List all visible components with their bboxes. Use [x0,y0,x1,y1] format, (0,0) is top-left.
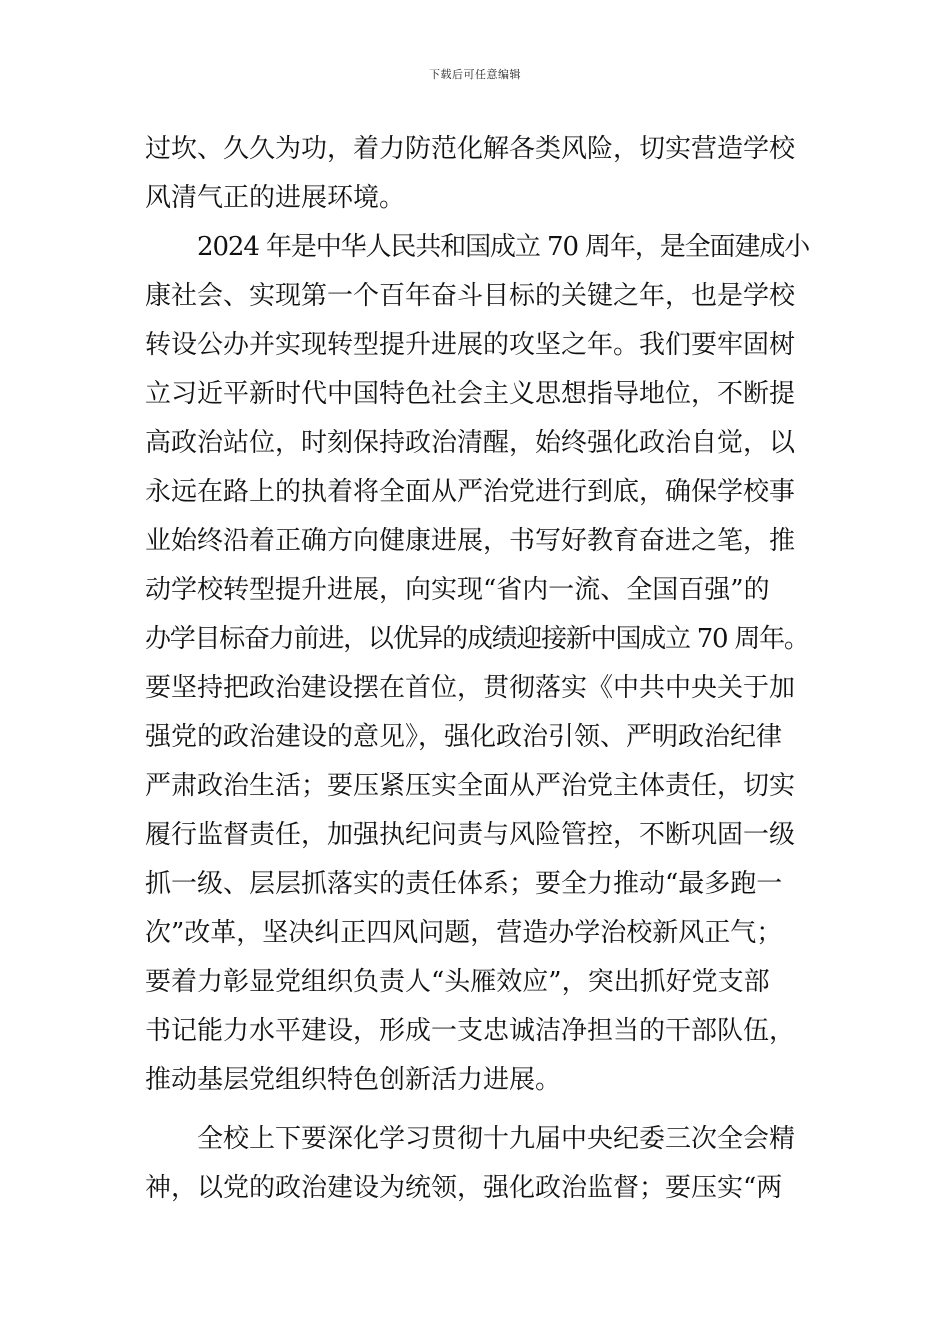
text-line: 神，以党的政治建设为统领，强化政治监督；要压实“两 [145,1173,783,1203]
header-note: 下载后可任意编辑 [429,68,521,81]
text-line: 次”改革，坚决纠正四风问题，营造办学治校新风正气； [145,918,783,948]
text-line: 办学目标奋力前进，以优异的成绩迎接新中国成立 70 周年。 [145,624,809,654]
document-body [145,125,809,1213]
text-line: 履行监督责任，加强执纪问责与风险管控，不断巩固一级 [145,820,796,850]
text-line: 动学校转型提升进展，向实现“省内一流、全国百强”的 [145,575,770,605]
text-line: 全校上下要深化学习贯彻十九届中央纪委三次全会精 [197,1124,796,1154]
paragraph [145,223,809,1105]
text-line: 抓一级、层层抓落实的责任体系；要全力推动“最多跑一 [145,869,783,899]
text-line: 严肃政治生活；要压紧压实全面从严治党主体责任，切实 [145,771,796,801]
text-line: 2024 年是中华人民共和国成立 70 周年，是全面建成小 [197,232,810,262]
paragraph-spacer [145,1105,809,1115]
text-line: 要着力彰显党组织负责人“头雁效应”，突出抓好党支部 [145,967,770,997]
text-line: 永远在路上的执着将全面从严治党进行到底，确保学校事 [145,477,796,507]
text-line: 立习近平新时代中国特色社会主义思想指导地位，不断提 [145,379,796,409]
text-line: 要坚持把政治建设摆在首位，贯彻落实《中共中央关于加 [145,673,796,703]
text-line: 转设公办并实现转型提升进展的攻坚之年。我们要牢固树 [145,330,796,360]
text-line: 过坎、久久为功，着力防范化解各类风险，切实营造学校 [145,134,796,164]
text-line: 强党的政治建设的意见》，强化政治引领、严明政治纪律 [145,722,783,752]
paragraph [145,1115,809,1213]
text-line: 书记能力水平建设，形成一支忠诚洁净担当的干部队伍， [145,1016,796,1046]
text-line: 风清气正的进展环境。 [145,183,406,213]
text-line: 推动基层党组织特色创新活力进展。 [145,1065,562,1095]
text-line: 高政治站位，时刻保持政治清醒，始终强化政治自觉，以 [145,428,796,458]
paragraph [145,125,809,223]
text-line: 康社会、实现第一个百年奋斗目标的关键之年，也是学校 [145,281,796,311]
text-line: 业始终沿着正确方向健康进展，书写好教育奋进之笔，推 [145,526,796,556]
